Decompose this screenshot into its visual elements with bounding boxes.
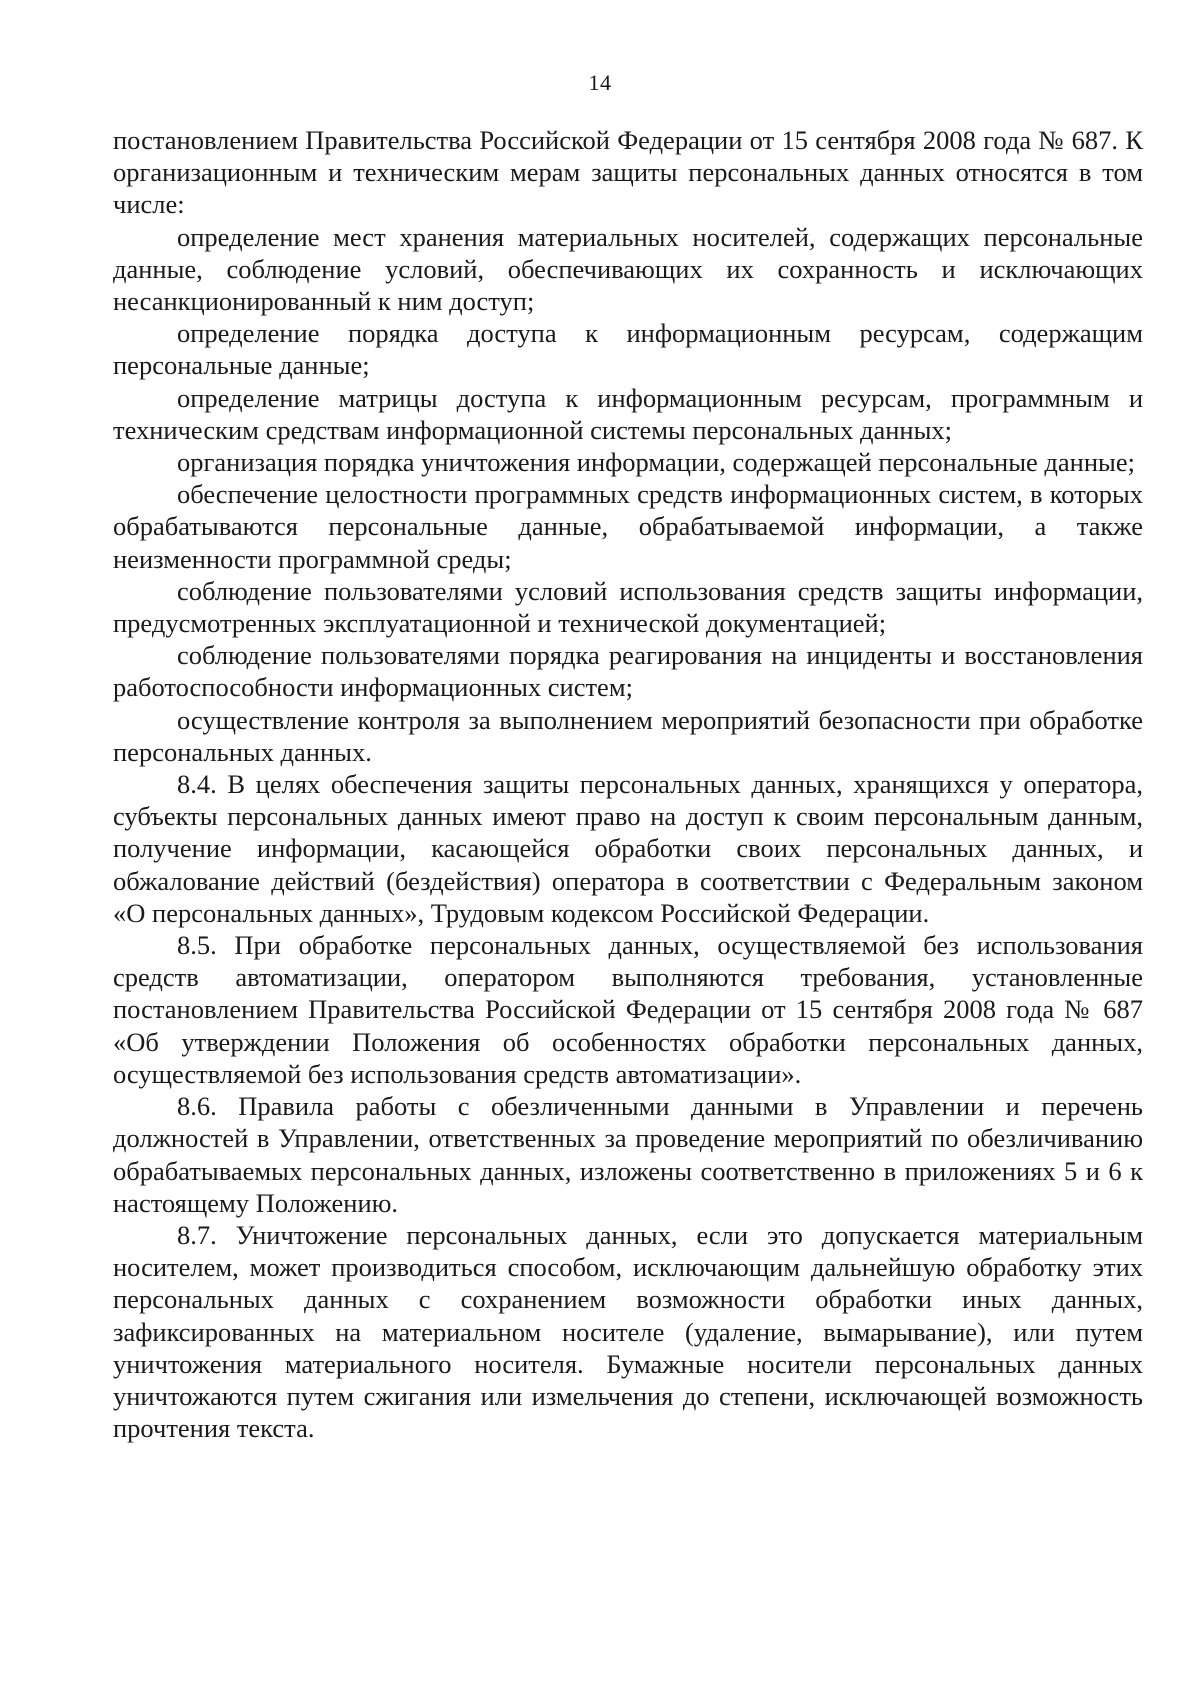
page-number: 14 <box>588 70 612 95</box>
paragraph-continuation: постановлением Правительства Российской Федерации от 15 сентября 2008 года № 687. К организационным и техническим мерам защиты персональных данных относятся в том числе: <box>113 125 1143 220</box>
paragraph-8-4: 8.4. В целях обеспечения защиты персональных данных, хранящихся у оператора, субъекты персональных данных имеют право на доступ к своим персональным данным, получение информации, касающейся обработки своих персональных данных, и обжалование действий (бездействия) оператора в соответствии с Федеральным законом «О персональных данных», Трудовым кодексом Российской Федерации. <box>113 769 1143 928</box>
list-item-incident-response: соблюдение пользователями порядка реагирования на инциденты и восстановления работоспособности информационных систем; <box>113 640 1143 703</box>
list-item-storage-locations: определение мест хранения материальных носителей, содержащих персональные данные, соблюдение условий, обеспечивающих их сохранность и исключающих несанкционированный к ним доступ; <box>113 221 1143 317</box>
list-item-security-control: осуществление контроля за выполнением мероприятий безопасности при обработке персональных данных. <box>113 704 1143 767</box>
list-item-protection-tools: соблюдение пользователями условий использования средств защиты информации, предусмотренных эксплуатационной и технической документацией; <box>113 575 1143 639</box>
list-item-access-procedure: определение порядка доступа к информационным ресурсам, содержащим персональные данные; <box>113 318 1143 381</box>
list-item-software-integrity: обеспечение целостности программных средств информационных систем, в которых обрабатываются персональные данные, обрабатываемой информации, а также неизменности программной среды; <box>113 479 1143 574</box>
paragraph-8-7: 8.7. Уничтожение персональных данных, если это допускается материальным носителем, может производиться способом, исключающим дальнейшую обработку этих персональных данных с сохранением возможности обработки иных данных, зафиксированных на материальном носителе (удаление, вымарывание), или путем уничтожения материального носителя. Бумажные носители персональных данных уничтожаются путем сжигания или измельчения до степени, исключающей возможность прочтения текста. <box>113 1219 1143 1444</box>
paragraph-8-5: 8.5. При обработке персональных данных, осуществляемой без использования средств автоматизации, оператором выполняются требования, установленные постановлением Правительства Российской Федерации от 15 сентября 2008 года № 687 «Об утверждении Положения об особенностях обработки персональных данных, осуществляемой без использования средств автоматизации». <box>113 930 1143 1089</box>
document-body <box>113 124 1143 1444</box>
list-item-access-matrix: определение матрицы доступа к информационным ресурсам, программным и техническим средствам информационной системы персональных данных; <box>113 382 1143 445</box>
paragraph-8-6: 8.6. Правила работы с обезличенными данными в Управлении и перечень должностей в Управлении, ответственных за проведение мероприятий по обезличиванию обрабатываемых персональных данных, изложены соответственно в приложениях 5 и 6 к настоящему Положению. <box>113 1091 1143 1218</box>
list-item-destruction-procedure: организация порядка уничтожения информации, содержащей персональные данные; <box>177 447 1135 478</box>
